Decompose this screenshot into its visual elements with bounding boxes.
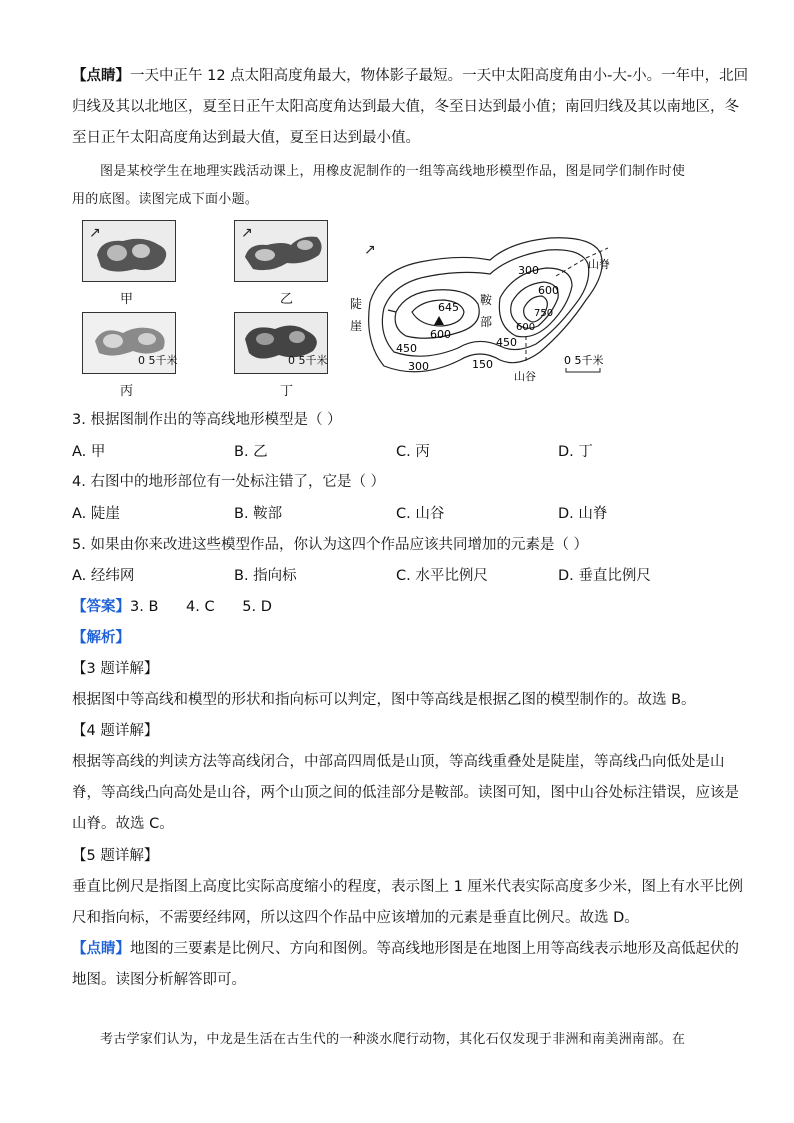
q5-option-d[interactable]: D. 垂直比例尺 <box>558 568 651 584</box>
north-arrow-icon: ↗ <box>364 242 376 258</box>
contour-value: 645 <box>438 301 459 314</box>
intro-line-1: 图是某校学生在地理实践活动课上，用橡皮泥制作的一组等高线地形模型作品，图是同学们制作时使 <box>100 164 686 179</box>
contour-value: 600 <box>516 322 536 333</box>
intro-line-2: 用的底图。读图完成下面小题。 <box>72 192 259 207</box>
q4-option-c[interactable]: C. 山谷 <box>396 506 445 522</box>
label-cliff: 崖 <box>350 319 363 333</box>
label-valley: 山谷 <box>514 370 536 383</box>
q5-option-c[interactable]: C. 水平比例尺 <box>396 568 488 584</box>
contour-value: 450 <box>396 342 417 355</box>
q3-option-d[interactable]: D. 丁 <box>558 444 593 460</box>
q3-option-b[interactable]: B. 乙 <box>234 444 268 460</box>
q4-detail-line-1: 根据等高线的判读方法等高线闭合，中部高四周低是山顶，等高线重叠处是陡崖，等高线凸向低处是山 <box>72 754 725 770</box>
analysis-tag: 【解析】 <box>72 630 130 646</box>
q4-option-b[interactable]: B. 鞍部 <box>234 506 283 522</box>
tip2-line-1 <box>72 939 739 959</box>
model-photo-jia <box>82 220 176 282</box>
tip-paragraph-line-3: 至日正午太阳高度角达到最大值，夏至日达到最小值。 <box>72 130 420 146</box>
tip2-text: 地图的三要素是比例尺、方向和图例。等高线地形图是在地图上用等高线表示地形及高低起伏的 <box>130 941 739 957</box>
model-label-ding: 丁 <box>280 384 294 399</box>
question-3-stem: 3. 根据图制作出的等高线地形模型是（ ） <box>72 412 342 428</box>
q4-option-a[interactable]: A. 陡崖 <box>72 506 120 522</box>
q5-detail-title: 【5 题详解】 <box>72 848 159 864</box>
contour-value: 600 <box>538 284 559 297</box>
model-yi-image <box>235 221 327 281</box>
question-4-stem: 4. 右图中的地形部位有一处标注错了，它是（ ） <box>72 474 386 490</box>
contour-value: 600 <box>430 328 451 341</box>
q3-option-a[interactable]: A. 甲 <box>72 444 106 460</box>
q5-detail-line-2: 尺和指向标，不需要经纬网，所以这四个作品中应该增加的元素是垂直比例尺。故选 D。 <box>72 910 639 926</box>
question-5-stem: 5. 如果由你来改进这些模型作品，你认为这四个作品应该共同增加的元素是（ ） <box>72 537 589 553</box>
tip-paragraph-line-2: 归线及其以北地区，夏至日正午太阳高度角达到最大值，冬至日达到最小值；南回归线及其以南地区，冬 <box>72 99 739 115</box>
contour-value: 300 <box>518 264 539 277</box>
label-ridge: 山脊 <box>588 258 610 271</box>
peak-icon <box>434 316 444 325</box>
model-photo-yi <box>234 220 328 282</box>
label-saddle: 鞍 <box>480 293 493 307</box>
model-jia-image <box>83 221 175 281</box>
answer-line <box>72 597 272 617</box>
model-ding-scale: 0 5千米 <box>288 354 328 367</box>
model-label-jia: 甲 <box>120 292 134 307</box>
north-arrow-icon: ↗ <box>241 225 253 241</box>
contour-value: 150 <box>472 358 493 371</box>
answer-values: 3. B 4. C 5. D <box>130 599 272 615</box>
answer-tag: 【答案】 <box>72 599 130 615</box>
model-label-bing: 丙 <box>120 384 134 399</box>
north-arrow-icon: ↗ <box>89 225 101 241</box>
q4-detail-line-2: 脊，等高线凸向高处是山谷，两个山顶之间的低洼部分是鞍部。读图可知，图中山谷处标注错误，应该是 <box>72 785 739 801</box>
tip-paragraph-line-1 <box>72 66 748 86</box>
model-label-yi: 乙 <box>280 292 294 307</box>
figure-area <box>70 212 630 397</box>
contour-value: 450 <box>496 336 517 349</box>
model-bing-scale: 0 5千米 <box>138 354 178 367</box>
q4-option-d[interactable]: D. 山脊 <box>558 506 608 522</box>
tip2-tag: 【点睛】 <box>72 941 130 957</box>
q4-detail-title: 【4 题详解】 <box>72 723 159 739</box>
label-cliff: 陡 <box>350 297 363 311</box>
contour-value: 300 <box>408 360 429 373</box>
tip-tag: 【点睛】 <box>72 68 130 84</box>
q3-detail-title: 【3 题详解】 <box>72 661 159 677</box>
contour-map <box>350 212 630 397</box>
q5-option-a[interactable]: A. 经纬网 <box>72 568 135 584</box>
tip2-line-2: 地图。读图分析解答即可。 <box>72 972 246 988</box>
next-passage-line-1: 考古学家们认为，中龙是生活在古生代的一种淡水爬行动物，其化石仅发现于非洲和南美洲南部。在 <box>100 1032 686 1047</box>
contour-value: 750 <box>534 308 554 319</box>
q3-option-c[interactable]: C. 丙 <box>396 444 430 460</box>
q5-option-b[interactable]: B. 指向标 <box>234 568 297 584</box>
map-scale: 0 5千米 <box>564 354 604 367</box>
q4-detail-line-3: 山脊。故选 C。 <box>72 816 174 832</box>
q5-detail-line-1: 垂直比例尺是指图上高度比实际高度缩小的程度，表示图上 1 厘米代表实际高度多少米，图上有水平比例 <box>72 879 743 895</box>
label-saddle: 部 <box>480 315 493 329</box>
q3-detail-text: 根据图中等高线和模型的形状和指向标可以判定，图中等高线是根据乙图的模型制作的。故选 B。 <box>72 692 696 708</box>
tip-text: 一天中正午 12 点太阳高度角最大，物体影子最短。一天中太阳高度角由小-大-小。一年中，北回 <box>130 68 749 84</box>
